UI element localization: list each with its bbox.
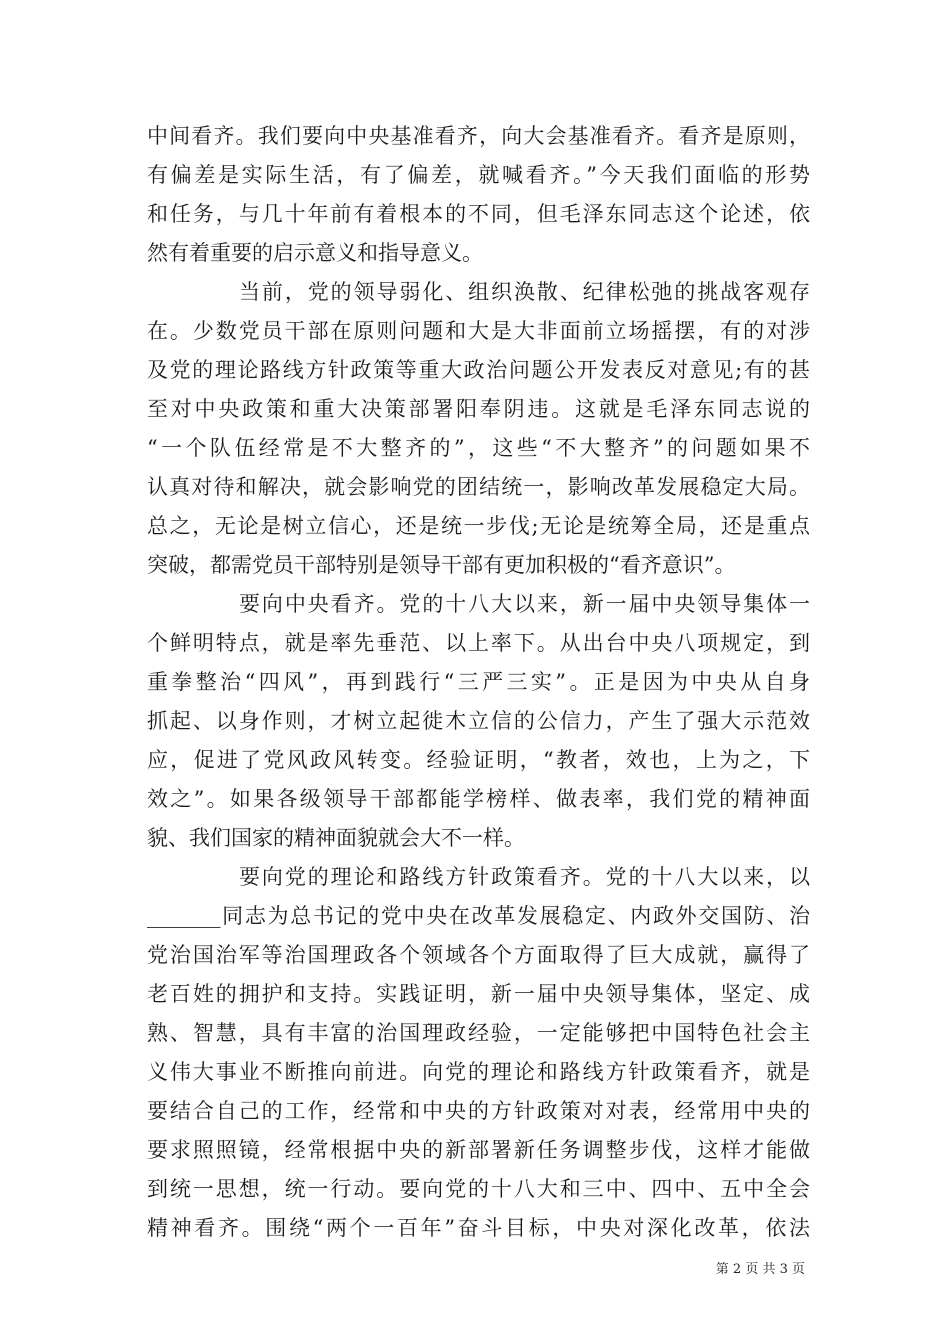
text-line: 和任务，与几十年前有着根本的不同，但毛泽东同志这个论述，依 bbox=[147, 202, 810, 226]
body-text bbox=[147, 117, 810, 1248]
text-line: 在。少数党员干部在原则问题和大是大非面前立场摇摆，有的对涉 bbox=[147, 319, 810, 343]
text-line: 至对中央政策和重大决策部署阳奉阴违。这就是毛泽东同志说的 bbox=[147, 397, 810, 421]
text-line: 抓起、以身作则，才树立起徙木立信的公信力，产生了强大示范效 bbox=[147, 709, 810, 733]
text-line: 义伟大事业不断推向前进。向党的理论和路线方针政策看齐，就是 bbox=[147, 1060, 810, 1084]
text-line: 要求照照镜，经常根据中央的新部署新任务调整步伐，这样才能做 bbox=[147, 1138, 810, 1162]
text-line: 要结合自己的工作，经常和中央的方针政策对对表，经常用中央的 bbox=[147, 1099, 810, 1123]
text-line: 熟、智慧，具有丰富的治国理政经验，一定能够把中国特色社会主 bbox=[147, 1021, 810, 1045]
text-line: 到统一思想，统一行动。要向党的十八大和三中、四中、五中全会 bbox=[147, 1177, 810, 1201]
text-line: 貌、我们国家的精神面貌就会大不一样。 bbox=[147, 826, 525, 850]
text-line: 应，促进了党风政风转变。经验证明，“教者，效也，上为之，下 bbox=[147, 748, 810, 772]
text-line: 当前，党的领导弱化、组织涣散、纪律松弛的挑战客观存 bbox=[239, 280, 810, 304]
text-line: 要向中央看齐。党的十八大以来，新一届中央领导集体一 bbox=[239, 592, 810, 616]
text-line: 重拳整治“四风”，再到践行“三严三实”。正是因为中央从自身 bbox=[147, 670, 810, 694]
page-number: 第 2 页 共 3 页 bbox=[715, 1262, 805, 1277]
text-line: 个鲜明特点，就是率先垂范、以上率下。从出台中央八项规定，到 bbox=[147, 631, 810, 655]
text-line: 然有着重要的启示意义和指导意义。 bbox=[147, 241, 483, 265]
text-line: 总之，无论是树立信心，还是统一步伐;无论是统筹全局，还是重点 bbox=[147, 514, 810, 538]
text-line: 及党的理论路线方针政策等重大政治问题公开发表反对意见;有的甚 bbox=[147, 358, 810, 382]
text-line: 党治国治军等治国理政各个领域各个方面取得了巨大成就，赢得了 bbox=[147, 943, 810, 967]
text-line: 要向党的理论和路线方针政策看齐。党的十八大以来，以 bbox=[239, 865, 810, 889]
text-line: 突破，都需党员干部特别是领导干部有更加积极的“看齐意识”。 bbox=[147, 553, 736, 577]
text-line: 有偏差是实际生活，有了偏差，就喊看齐。”今天我们面临的形势 bbox=[147, 163, 810, 187]
text-line: 认真对待和解决，就会影响党的团结统一，影响改革发展稳定大局。 bbox=[147, 475, 810, 499]
text-line: 精神看齐。围绕“两个一百年”奋斗目标，中央对深化改革，依法 bbox=[147, 1216, 810, 1240]
text-line: 中间看齐。我们要向中央基准看齐，向大会基准看齐。看齐是原则， bbox=[147, 124, 810, 148]
text-line: _______同志为总书记的党中央在改革发展稳定、内政外交国防、治 bbox=[147, 904, 810, 928]
text-line: 老百姓的拥护和支持。实践证明，新一届中央领导集体，坚定、成 bbox=[147, 982, 810, 1006]
text-line: “一个队伍经常是不大整齐的”，这些“不大整齐”的问题如果不 bbox=[147, 436, 810, 460]
text-line: 效之”。如果各级领导干部都能学榜样、做表率，我们党的精神面 bbox=[147, 787, 810, 811]
